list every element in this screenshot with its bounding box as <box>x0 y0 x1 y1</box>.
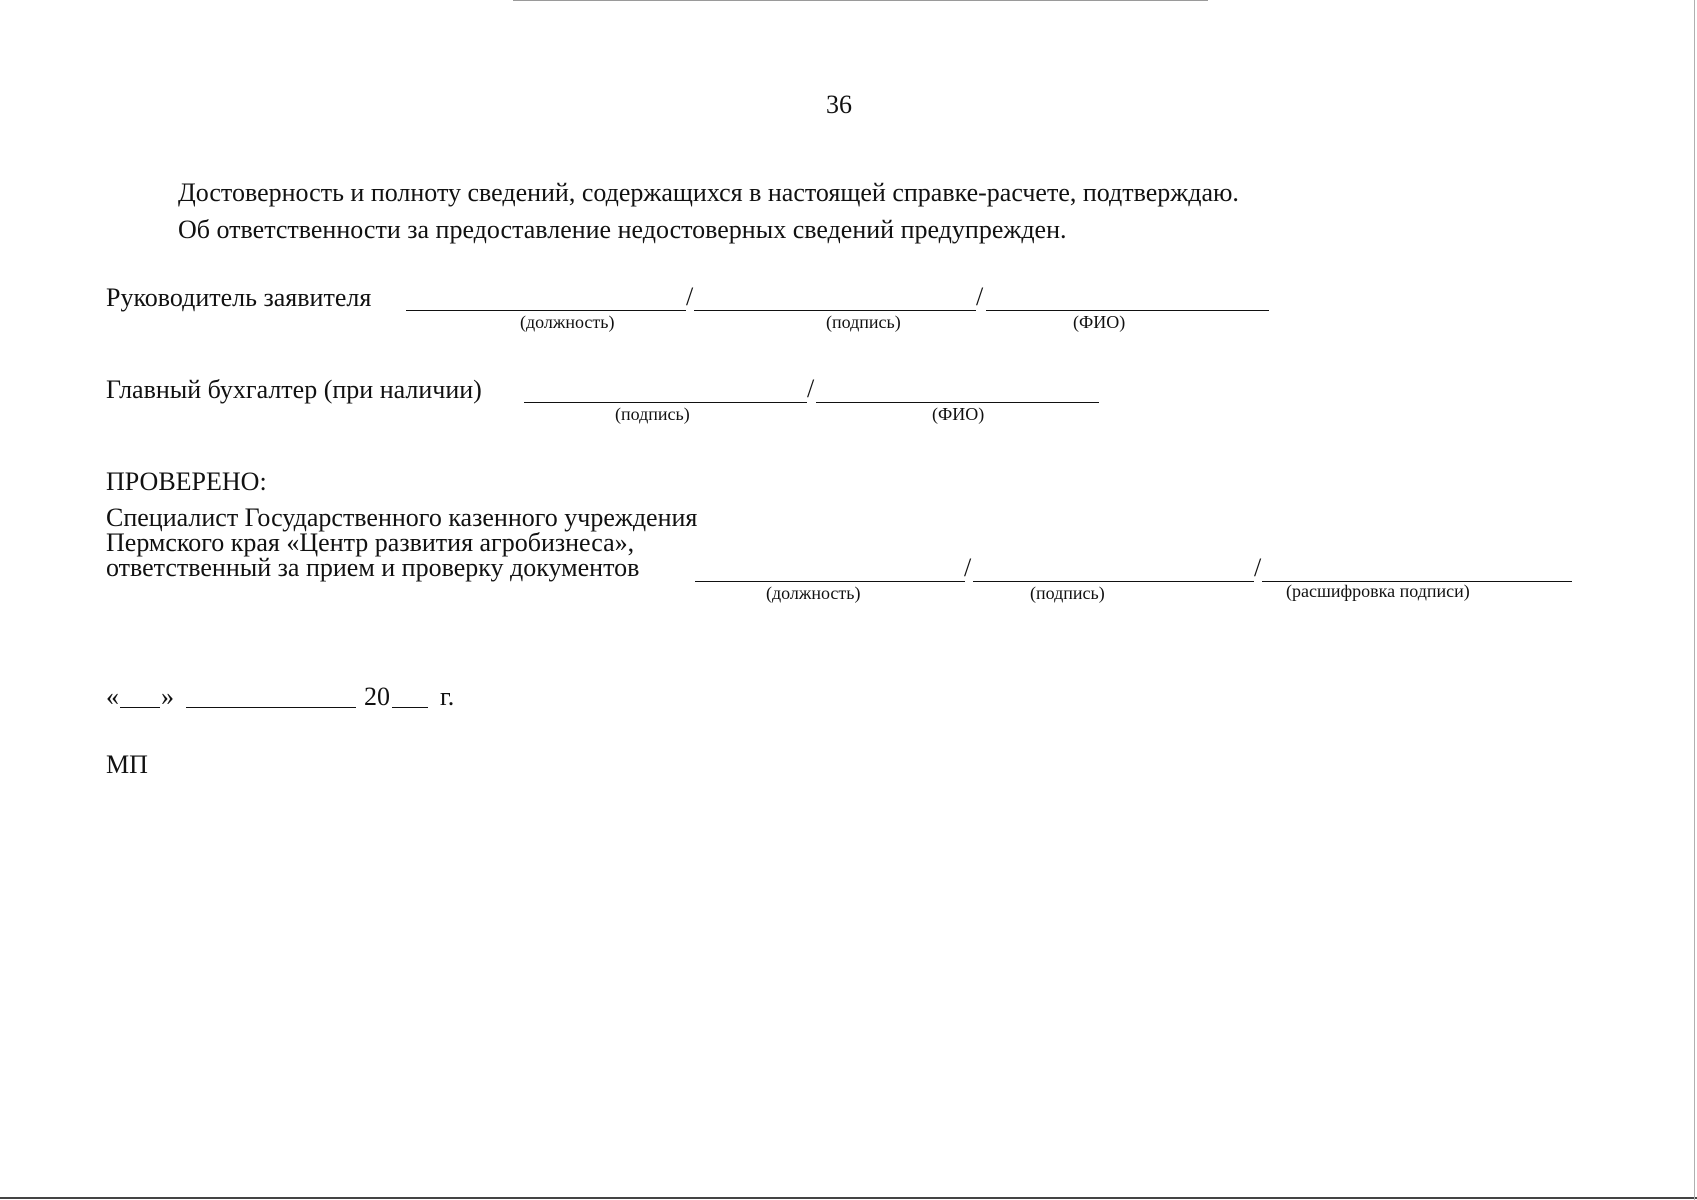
date-month-line[interactable] <box>186 707 356 708</box>
head-separator-2: / <box>976 282 984 311</box>
head-label: Руководитель заявителя <box>106 283 372 312</box>
date-year-suffix: г. <box>440 682 455 711</box>
date-year-prefix: 20 <box>364 682 390 711</box>
head-caption-position: (должность) <box>520 312 615 332</box>
accountant-caption-name: (ФИО) <box>932 404 985 424</box>
checked-separator-2: / <box>1254 553 1262 582</box>
checked-heading: ПРОВЕРЕНО: <box>106 467 267 496</box>
scan-edge-bottom <box>0 1197 1697 1199</box>
head-caption-name: (ФИО) <box>1073 312 1126 332</box>
head-position-line[interactable] <box>406 310 686 311</box>
accountant-separator: / <box>807 374 815 403</box>
checked-line-3: ответственный за прием и проверку документов <box>106 553 640 582</box>
checked-specialist-block <box>106 505 697 580</box>
head-caption-signature: (подпись) <box>826 312 901 332</box>
date-day-line[interactable] <box>120 707 160 708</box>
checked-position-line[interactable] <box>695 581 965 582</box>
date-close-quote: » <box>161 682 174 711</box>
page-number: 36 <box>826 90 852 119</box>
checked-caption-signature: (подпись) <box>1030 583 1105 603</box>
checked-caption-decoding: (расшифровка подписи) <box>1286 581 1470 601</box>
head-name-line[interactable] <box>986 310 1269 311</box>
confirmation-line-1: Достоверность и полноту сведений, содержащихся в настоящей справке-расчете, подтверждаю. <box>178 178 1239 207</box>
confirmation-line-2: Об ответственности за предоставление недостоверных сведений предупрежден. <box>178 215 1067 244</box>
checked-line-1: Специалист Государственного казенного учреждения <box>106 503 698 532</box>
checked-line-2: Пермского края «Центр развития агробизнеса», <box>106 528 635 557</box>
checked-separator-1: / <box>964 553 972 582</box>
head-signature-line[interactable] <box>694 310 976 311</box>
seal-place: МП <box>106 750 148 779</box>
accountant-name-line[interactable] <box>816 402 1099 403</box>
head-separator-1: / <box>686 282 694 311</box>
accountant-signature-line[interactable] <box>524 402 807 403</box>
accountant-caption-signature: (подпись) <box>615 404 690 424</box>
scan-edge-right <box>1694 0 1695 1200</box>
date-open-quote: « <box>106 682 119 711</box>
checked-signature-line[interactable] <box>973 581 1254 582</box>
accountant-label: Главный бухгалтер (при наличии) <box>106 375 482 404</box>
checked-caption-position: (должность) <box>766 583 861 603</box>
date-year-line[interactable] <box>392 707 428 708</box>
scan-edge-top <box>513 0 1208 1</box>
